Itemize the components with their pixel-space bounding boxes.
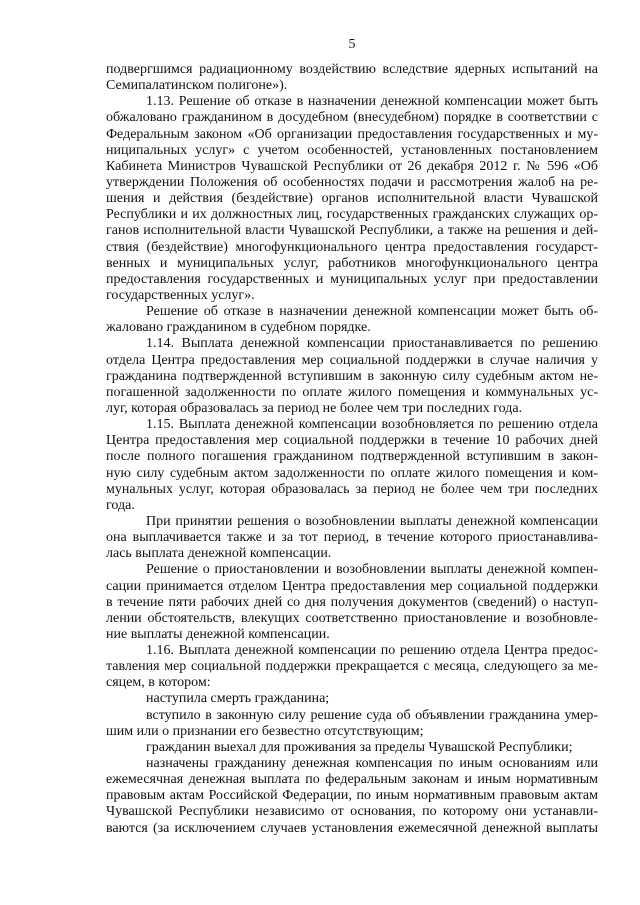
text-line: погашенной задолженности по оплате жилого помещения и коммунальных ус- bbox=[106, 384, 598, 400]
text-line: гражданина подтвержденной вступившим в законную силу судебным актом не- bbox=[106, 368, 598, 384]
body-text bbox=[106, 62, 598, 837]
text-line: года. bbox=[106, 497, 135, 513]
text-line: ежемесячная денежная выплата по федеральным законам и иным нормативным bbox=[106, 772, 598, 788]
text-line: луг, которая образовалась за период не более чем три последних года. bbox=[106, 400, 523, 416]
text-line: сяцем, в котором: bbox=[106, 675, 211, 691]
text-line: ганов исполнительной власти Чувашской Республики, а также на решения и дей- bbox=[106, 223, 598, 239]
text-line: жаловано гражданином в судебном порядке. bbox=[106, 320, 371, 336]
text-line: Кабинета Министров Чувашской Республики от 26 декабря 2012 г. № 596 «Об bbox=[106, 158, 598, 174]
paragraph bbox=[106, 691, 598, 707]
paragraph bbox=[106, 740, 598, 756]
text-line: 1.13. Решение об отказе в назначении денежной компенсации может быть bbox=[146, 94, 598, 110]
text-line: ствия (бездействие) многофункционального центра предоставления государст- bbox=[106, 239, 598, 255]
text-line: Решение о приостановлении и возобновлении выплаты денежной компен- bbox=[146, 562, 598, 578]
text-line: ниципальных услуг» с учетом особенностей, установленных постановлением bbox=[106, 142, 598, 158]
text-line: Федеральным законом «Об организации предоставления государственных и му- bbox=[106, 126, 598, 142]
text-line: лении обстоятельств, влекущих соответственно приостановление и возобновле- bbox=[106, 610, 598, 626]
paragraph bbox=[106, 417, 598, 514]
text-line: отдела Центра предоставления мер социальной поддержки в случае наличия у bbox=[106, 352, 598, 368]
text-line: венных и муниципальных услуг, работников многофункционального центра bbox=[106, 255, 598, 271]
text-line: вступило в законную силу решение суда об объявлении гражданина умер- bbox=[146, 707, 598, 723]
text-line: 1.16. Выплата денежной компенсации по решению отдела Центра предос- bbox=[146, 643, 598, 659]
page-number: 5 bbox=[348, 37, 356, 52]
text-line: утверждении Положения об особенностях подачи и рассмотрения жалоб на ре- bbox=[106, 174, 598, 190]
text-line: ваются (за исключением случаев установления ежемесячной денежной выплаты bbox=[106, 820, 598, 836]
text-line: Семипалатинском полигоне»). bbox=[106, 78, 288, 94]
text-line: в течение пяти рабочих дней со дня получения документов (сведений) о наступ- bbox=[106, 594, 598, 610]
paragraph bbox=[106, 304, 598, 336]
text-line: гражданин выехал для проживания за пределы Чувашской Республики; bbox=[146, 739, 573, 755]
text-line: сации принимается отделом Центра предоставления мер социальной поддержки bbox=[106, 578, 598, 594]
text-line: шения и действия (бездействие) органов исполнительной власти Чувашской bbox=[106, 191, 598, 207]
text-line: ние выплаты денежной компенсации. bbox=[106, 626, 330, 642]
paragraph bbox=[106, 514, 598, 562]
text-line: лась выплата денежной компенсации. bbox=[106, 546, 332, 562]
paragraph bbox=[106, 94, 598, 304]
text-line: наступила смерть гражданина; bbox=[146, 691, 330, 707]
text-line: правовым актам Российской Федерации, по иным нормативным правовым актам bbox=[106, 788, 598, 804]
text-line: Решение об отказе в назначении денежной компенсации может быть об- bbox=[146, 304, 598, 320]
text-line: государственных услуг». bbox=[106, 287, 255, 303]
text-line: тавления мер социальной поддержки прекращается с месяца, следующего за ме- bbox=[106, 659, 598, 675]
text-line: ную силу судебным актом задолженности по оплате жилого помещения и ком- bbox=[106, 465, 598, 481]
text-line: При принятии решения о возобновлении выплаты денежной компенсации bbox=[146, 513, 598, 529]
text-line: 1.14. Выплата денежной компенсации приостанавливается по решению bbox=[146, 336, 598, 352]
paragraph bbox=[106, 643, 598, 691]
text-line: Чувашской Республики независимо от основания, по которому они устанавли- bbox=[106, 804, 598, 820]
paragraph bbox=[106, 62, 598, 94]
text-line: мунальных услуг, которая образовалась за период не более чем три последних bbox=[106, 481, 598, 497]
paragraph bbox=[106, 756, 598, 837]
paragraph bbox=[106, 336, 598, 417]
text-line: предоставления государственных и муниципальных услуг при предоставлении bbox=[106, 271, 598, 287]
text-line: после полного погашения гражданином подтвержденной вступившим в закон- bbox=[106, 449, 598, 465]
text-line: подвергшимся радиационному воздействию вследствие ядерных испытаний на bbox=[106, 62, 598, 77]
paragraph bbox=[106, 708, 598, 740]
text-line: Республики и их должностных лиц, государственных гражданских служащих ор- bbox=[106, 207, 598, 223]
text-line: 1.15. Выплата денежной компенсации возобновляется по решению отдела bbox=[146, 417, 598, 433]
text-line: обжаловано гражданином в досудебном (внесудебном) порядке в соответствии с bbox=[106, 110, 598, 126]
text-line: она выплачивается также и за тот период, в течение которого приостанавлива- bbox=[106, 530, 598, 546]
text-line: шим или о признании его безвестно отсутствующим; bbox=[106, 723, 424, 739]
paragraph bbox=[106, 562, 598, 643]
text-line: назначены гражданину денежная компенсация по иным основаниям или bbox=[146, 756, 598, 772]
text-line: Центра предоставления мер социальной поддержки в течение 10 рабочих дней bbox=[106, 433, 598, 449]
